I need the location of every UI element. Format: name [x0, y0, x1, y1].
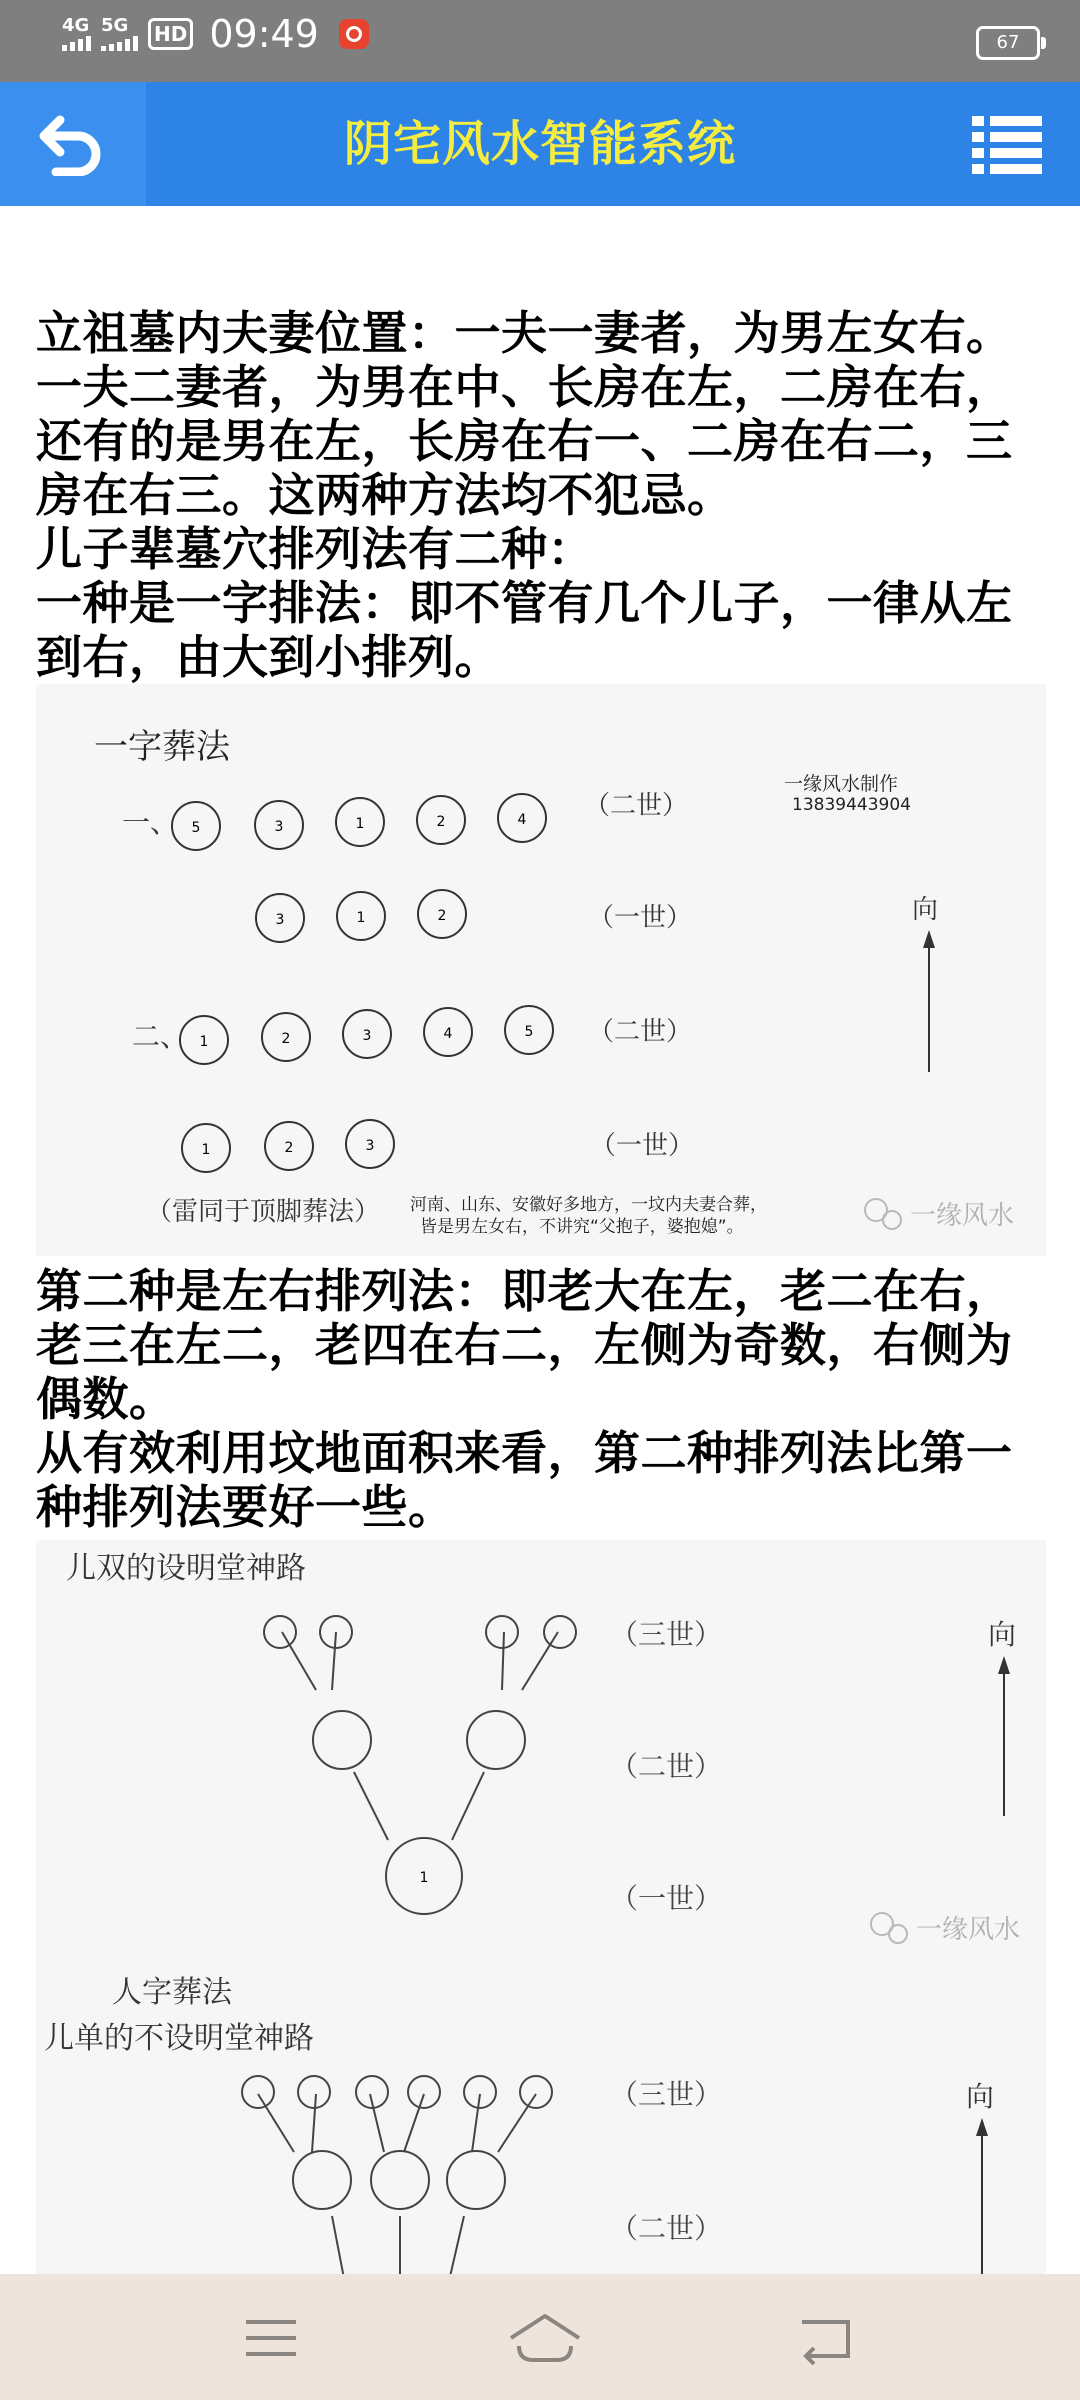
figure-1-note-line-2: 皆是男左女右，不讲究“父抱子，婆抱媳”。: [420, 1217, 744, 1237]
signal-4g: [62, 17, 91, 51]
list-menu-icon: [972, 114, 1042, 174]
group-1-label: 一、: [122, 806, 179, 839]
status-time: 09:49: [209, 12, 319, 56]
grave-circle: [371, 2151, 429, 2209]
credit-line-1: 一缘风水制作: [784, 773, 899, 795]
figure-1-diagram: [36, 684, 1046, 1256]
figure-1-title: 一字葬法: [94, 727, 230, 767]
grave-circle: [242, 2076, 274, 2108]
direction-label: 向: [988, 1618, 1017, 1651]
page-title: 阴宅风水智能系统: [343, 116, 736, 172]
circle-label: 3: [275, 912, 285, 928]
watermark: [865, 1199, 1014, 1231]
watermark: [871, 1913, 1020, 1945]
figure-renzi-burial: [36, 1540, 1046, 2320]
screen-record-icon: [339, 19, 369, 49]
figure-yizi-burial: [36, 684, 1046, 1256]
grave-circle: [264, 1616, 296, 1648]
network-label-4g: 4G: [62, 15, 90, 36]
figure-2-subtitle-2: 儿单的不设明堂神路: [44, 2021, 314, 2056]
generation-label: （一世）: [590, 1131, 695, 1161]
hd-badge: HD: [148, 18, 193, 50]
status-bar: [0, 0, 1080, 82]
circle-label: 1: [199, 1034, 209, 1050]
home-icon: [505, 2308, 585, 2368]
battery-icon: 67: [976, 26, 1040, 60]
circle-label: 1: [356, 910, 366, 926]
nav-menu-button[interactable]: [236, 2308, 306, 2368]
back-arrow-icon: [38, 112, 108, 176]
generation-label: （二世）: [610, 2212, 723, 2245]
article-paragraph-1: 立祖墓内夫妻位置：一夫一妻者，为男左女右。一夫二妻者，为男在中、长房在左，二房在右，还有的是男在左，长房在右一、二房在右二，三房在右三。这两种方法均不犯忌。 儿子辈墓穴排列法有二种： 一种是一字排法：即不管有几个儿子，一律从左到右，由大到小排列。: [36, 306, 1013, 684]
status-left: [62, 12, 369, 56]
menu-icon: [236, 2308, 306, 2368]
signal-bars-icon: [101, 35, 138, 51]
circle-label: 2: [284, 1140, 294, 1156]
circle-label: 4: [443, 1026, 453, 1042]
grave-circle: [544, 1616, 576, 1648]
circle-label: 1: [201, 1142, 211, 1158]
grave-circle: [486, 1616, 518, 1648]
circle-label: 2: [436, 814, 446, 830]
grave-circle: [298, 2076, 330, 2108]
row-c-circles: [180, 1006, 553, 1064]
grave-circle: [467, 1711, 525, 1769]
credit-line-2: 13839443904: [792, 795, 911, 815]
watermark-text: 一缘风水: [910, 1201, 1015, 1231]
back-icon: [790, 2308, 860, 2368]
grave-circle: [408, 2076, 440, 2108]
back-button[interactable]: [0, 82, 146, 206]
tree-lines: [282, 1632, 558, 1840]
group-2-label: 二、: [132, 1020, 189, 1053]
grave-circle: [464, 2076, 496, 2108]
figure-1-note-line-1: 河南、山东、安徽好多地方，一坟内夫妻合葬，: [410, 1195, 767, 1215]
figure-1-caption: （雷同于顶脚葬法）: [146, 1197, 381, 1227]
circle-label: 3: [362, 1028, 372, 1044]
system-nav-bar: [0, 2274, 1080, 2400]
circle-label: 5: [524, 1024, 534, 1040]
generation-label: （二世）: [588, 1017, 693, 1047]
nav-home-button[interactable]: [505, 2308, 585, 2368]
direction-label: 向: [912, 895, 939, 925]
generation-label: （三世）: [610, 1618, 723, 1651]
circle-label: 5: [191, 820, 201, 836]
generation-label: （三世）: [610, 2078, 723, 2111]
generation-label: （二世）: [584, 791, 689, 821]
arrow-head: [998, 1656, 1010, 1674]
circle-label: 2: [437, 908, 447, 924]
signal-bars-icon: [62, 35, 91, 51]
arrow-head: [923, 930, 935, 948]
grave-circle: [447, 2151, 505, 2209]
circle-label: 4: [517, 812, 527, 828]
figure-2-diagram: [36, 1540, 1046, 2320]
generation-label: （二世）: [610, 1750, 723, 1783]
grave-circle: [520, 2076, 552, 2108]
circle-label: 1: [355, 816, 365, 832]
network-label-5g: 5G: [101, 15, 129, 36]
direction-label: 向: [966, 2080, 995, 2113]
app-bar: [0, 82, 1080, 206]
arrow-head: [976, 2118, 988, 2136]
generation-label: （一世）: [588, 903, 693, 933]
row-b-circles: [256, 890, 466, 942]
menu-button[interactable]: [934, 82, 1080, 206]
circle-label: 1: [419, 1870, 429, 1886]
generation-label: （一世）: [610, 1882, 723, 1915]
row-d-circles: [182, 1120, 394, 1172]
grave-circle: [313, 1711, 371, 1769]
article-content: [36, 306, 1046, 2320]
nav-back-button[interactable]: [790, 2308, 860, 2368]
circle-label: 2: [281, 1031, 291, 1047]
figure-2-title-2: 人字葬法: [112, 1975, 232, 2010]
grave-circle: [293, 2151, 351, 2209]
article-paragraph-2: 第二种是左右排列法：即老大在左，老二在右，老三在左二，老四在右二，左侧为奇数，右侧为偶数。 从有效利用坟地面积来看，第二种排列法比第一种排列法要好一些。: [36, 1264, 1013, 1534]
watermark-text: 一缘风水: [916, 1915, 1021, 1945]
row-a-circles: [172, 794, 546, 850]
signal-5g: [101, 17, 138, 51]
circle-label: 3: [274, 819, 284, 835]
figure-2-subtitle-1: 儿双的设明堂神路: [66, 1551, 306, 1586]
circle-label: 3: [365, 1138, 375, 1154]
